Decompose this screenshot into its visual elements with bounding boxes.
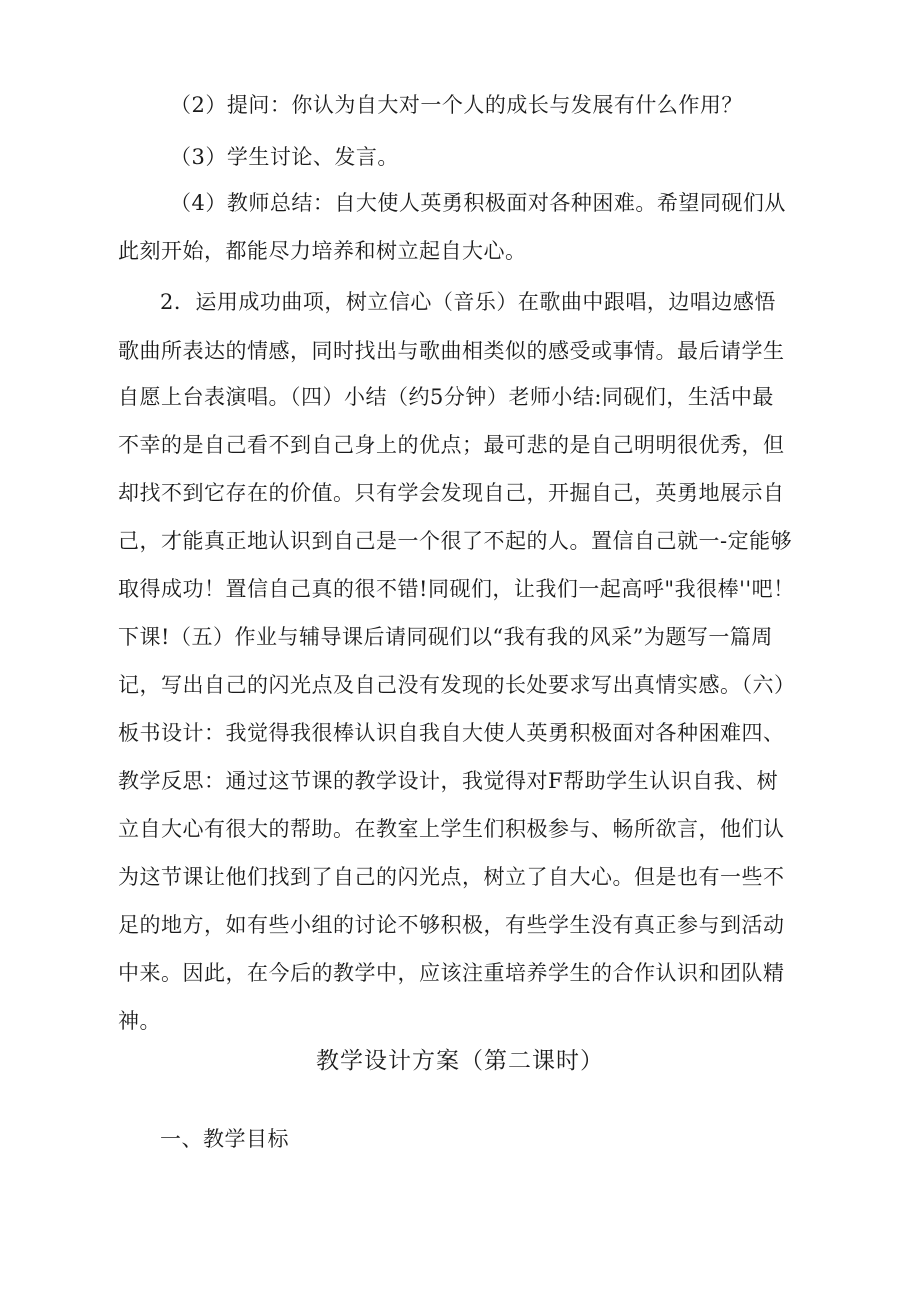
paragraph-line: 教学反思：通过这节课的教学设计，我觉得对F帮助学生认识自我、树	[118, 769, 779, 793]
paragraph-line: 记，写出自己的闪光点及自己没有发现的长处要求写出真情实感。（六）	[118, 673, 796, 697]
paragraph-line: （2）提问：你认为自大对一个人的成长与发展有什么作用？	[170, 93, 743, 117]
paragraph-line: （3）学生讨论、发言。	[170, 145, 399, 169]
paragraph-line: 却找不到它存在的价值。只有学会发现自己，开掘自己，英勇地展示自	[118, 481, 785, 505]
paragraph-line: 为这节课让他们找到了自己的闪光点，树立了自大心。但是也有一些不	[118, 865, 785, 889]
paragraph-line: 取得成功！置信自己真的很不错!同砚们，让我们一起高呼"我很棒''吧！	[118, 577, 795, 601]
paragraph-line: 板书设计：我觉得我很棒认识自我自大使人英勇积极面对各种困难四、	[118, 721, 785, 745]
paragraph-line: 中来。因此，在今后的教学中，应该注重培养学生的合作认识和团队精	[118, 961, 785, 985]
paragraph-line: 下课!（五）作业与辅导课后请同砚们以“我有我的风采”为题写一篇周	[118, 625, 773, 649]
paragraph-line: 歌曲所表达的情感，同时找出与歌曲相类似的感受或事情。最后请学生	[118, 339, 785, 363]
paragraph-line: 此刻开始，都能尽力培养和树立起自大心。	[118, 239, 527, 263]
paragraph-line: 神。	[118, 1009, 161, 1033]
section-title: 教学设计方案（第二课时）	[316, 1048, 604, 1074]
subheading: 一、教学目标	[160, 1127, 289, 1151]
paragraph-line: 不幸的是自己看不到自己身上的优点；最可悲的是自己明明很优秀，但	[118, 433, 785, 457]
paragraph-line: 2．运用成功曲项，树立信心（音乐）在歌曲中跟唱，边唱边感悟	[160, 290, 776, 314]
paragraph-line: （4）教师总结：自大使人英勇积极面对各种困难。希望同砚们从	[170, 191, 786, 215]
paragraph-line: 足的地方，如有些小组的讨论不够积极，有些学生没有真正参与到活动	[118, 913, 785, 937]
paragraph-line: 己，才能真正地认识到自己是一个很了不起的人。置信自己就一-定能够	[118, 529, 793, 553]
paragraph-line: 自愿上台表演唱。（四）小结（约5分钟）老师小结:同砚们，生活中最	[118, 385, 774, 409]
paragraph-line: 立自大心有很大的帮助。在教室上学生们积极参与、畅所欲言，他们认	[118, 817, 785, 841]
